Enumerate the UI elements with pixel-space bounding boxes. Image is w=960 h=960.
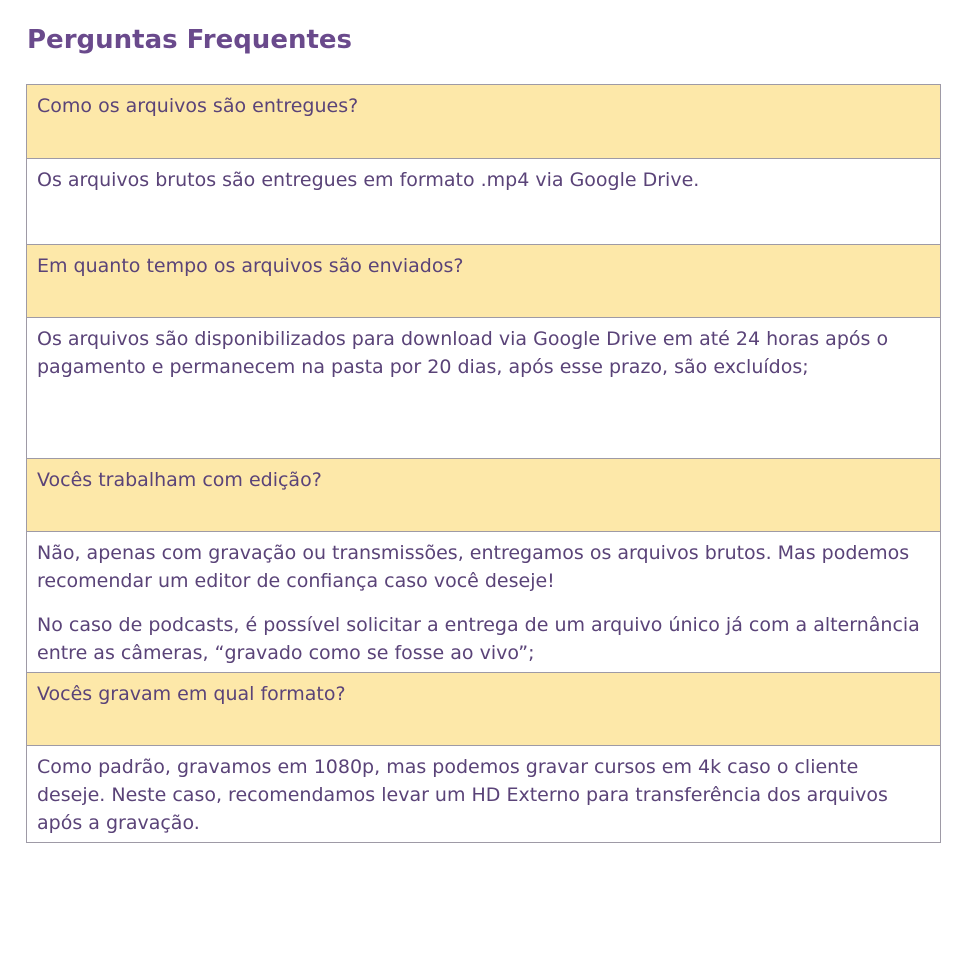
faq-answer-paragraph: Como padrão, gravamos em 1080p, mas podemos gravar cursos em 4k caso o cliente deseje. Neste caso, recomendamos levar um HD Externo para transferência dos arquivos após a gravação. xyxy=(37,756,888,834)
faq-answer-row xyxy=(27,158,940,244)
faq-question-row xyxy=(27,458,940,531)
faq-answer-paragraph: Os arquivos brutos são entregues em formato .mp4 via Google Drive. xyxy=(37,169,700,191)
faq-question-row xyxy=(27,244,940,317)
faq-answer-row xyxy=(27,317,940,458)
faq-table xyxy=(26,84,941,843)
faq-question: Vocês trabalham com edição? xyxy=(37,469,322,491)
faq-question: Vocês gravam em qual formato? xyxy=(37,683,346,705)
faq-question-row xyxy=(27,85,940,158)
faq-answer-paragraph: No caso de podcasts, é possível solicitar a entrega de um arquivo único já com a alternância entre as câmeras, “gravado como se fosse ao vivo”; xyxy=(37,614,920,664)
page-title: Perguntas Frequentes xyxy=(27,25,352,55)
faq-answer-row xyxy=(27,531,940,672)
faq-answer-row xyxy=(27,745,940,842)
faq-answer-paragraph: Os arquivos são disponibilizados para download via Google Drive em até 24 horas após o pagamento e permanecem na pasta por 20 dias, após esse prazo, são excluídos; xyxy=(37,328,889,378)
faq-question: Como os arquivos são entregues? xyxy=(37,95,359,117)
faq-answer-paragraph: Não, apenas com gravação ou transmissões, entregamos os arquivos brutos. Mas podemos recomendar um editor de confiança caso você deseje! xyxy=(37,542,910,592)
faq-question-row xyxy=(27,672,940,745)
faq-question: Em quanto tempo os arquivos são enviados? xyxy=(37,255,464,277)
